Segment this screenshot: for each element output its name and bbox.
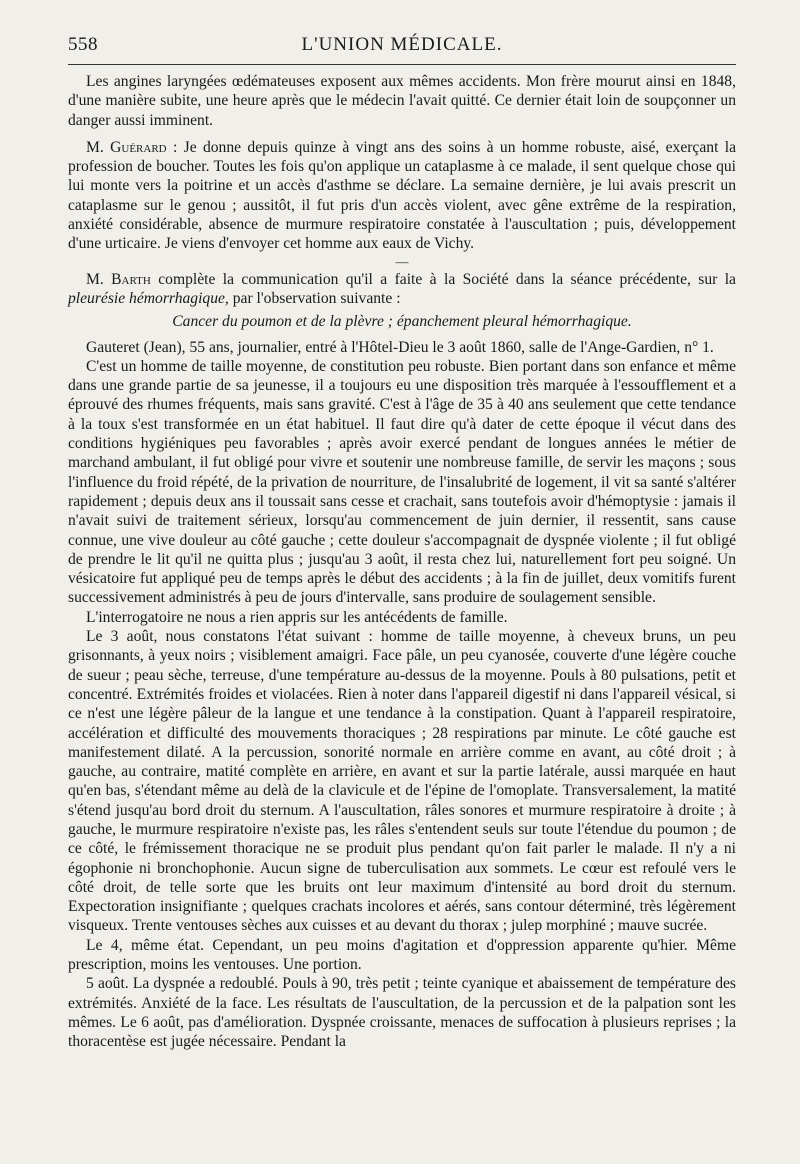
paragraph-examination: Le 3 août, nous constatons l'état suivant : homme de taille moyenne, à cheveux bruns, un peu grisonnants, à yeux noirs ; visiblement amaigri. Face pâle, un peu cyanosée, couverte d'une légère couche de sueur ; peau sèche, terreuse, d'une température au-dessus de la moyenne. Pouls à 80 pulsations, petit et concentré. Extrémités froides et violacées. Rien à noter dans l'appareil digestif ni dans l'appareil vésical, si ce n'est une légère pâleur de la langue et une tendance à la constipation. Quant à l'appareil respiratoire, accélération et difficulté des mouvements thoraciques ; 28 respirations par minute. Le côté gauche est manifestement dilaté. A la percussion, sonorité normale en arrière comme en avant, au côté droit ; à gauche, au contraire, matité complète en arrière, en avant et sur la partie latérale, aussi marquée en haut qu'en bas, s'étendant même au delà de la clavicule et de l'épine de l'omoplate. Transversalement, la matité s'étend jusqu'au bord droit du sternum. A l'auscultation, râles sonores et murmure respiratoire à droite ; à gauche, le murmure respiratoire n'existe pas, les râles s'entendent seuls sur toute l'étendue du poumon ; de ce côté, le frémissement thoracique ne se produit plus pendant qu'on fait parler le malade. Il n'y a ni égophonie ni bronchophonie. Aucun signe de tuberculisation aux sommets. Le cœur est refoulé vers le côté droit, de telle sorte que les bruits ont leur maximum d'intensité au bord droit du sternum. Expectoration insignifiante ; quelques crachats incolores et aérés, sans contour déterminé, très légèrement visqueux. Trente ventouses sèches aux cuisses et au devant du thorax ; julep morphiné ; mauve sucrée. xyxy=(68,628,736,935)
section-separator: — xyxy=(395,253,409,269)
speaker-prefix: M. xyxy=(86,270,112,288)
paragraph-family: L'interrogatoire ne nous a rien appris sur les antécédents de famille. xyxy=(86,608,508,626)
speaker-name: Guérard xyxy=(110,138,167,156)
paragraph-day-5: 5 août. La dyspnée a redoublé. Pouls à 90, très petit ; teinte cyanique et abaissement de température des extrémités. Anxiété de la face. Les résultats de l'auscultation, de la percussion et de la palpation sont les mêmes. Le 6 août, pas d'amélioration. Dyspnée croissante, menaces de suffocation à plusieurs reprises ; la thoracentèse est jugée nécessaire. Pendant la xyxy=(68,975,736,1051)
paragraph-text: : Je donne depuis quinze à vingt ans des soins à un homme robuste, aisé, exerçant la profession de boucher. Toutes les fois qu'on applique un cataplasme à ce malade, il sent quelque chose qui lui monte vers la poitrine et un accès d'asthme se déclare. La semaine dernière, je lui avais prescrit un cataplasme sur le genou ; aussitôt, il fut pris d'un accès violent, avec gêne extrême de la respiration, anxiété considérable, absence de murmure respiratoire constatée à l'auscultation ; puis, développement d'une urticaire. Je viens d'envoyer cet homme aux eaux de Vichy. xyxy=(68,138,736,253)
page-body xyxy=(68,72,736,1052)
page-number: 558 xyxy=(68,34,98,55)
speaker-prefix: M. xyxy=(86,138,111,156)
paragraph-patient-intro: Gauteret (Jean), 55 ans, journalier, entré à l'Hôtel-Dieu le 3 août 1860, salle de l'Ange-Gardien, n° 1. xyxy=(86,338,714,356)
paragraph-text: par l'observation suivante : xyxy=(228,289,401,307)
italic-term: pleurésie hémorrhagique, xyxy=(68,289,229,307)
paragraph-text: complète la communication qu'il a faite à la Société dans la séance précédente, sur la xyxy=(150,270,736,288)
running-title: L'UNION MÉDICALE. xyxy=(301,34,503,55)
speaker-name: Barth xyxy=(111,270,151,288)
case-heading: Cancer du poumon et de la plèvre ; épanchement pleural hémorrhagique. xyxy=(172,313,632,331)
paragraph-history: C'est un homme de taille moyenne, de constitution peu robuste. Bien portant dans son enfance et même dans une grande partie de sa jeunesse, il a toujours eu une disposition très marquée à l'essoufflement et a éprouvé des rhumes fréquents, mais sans gravité. C'est à l'âge de 35 à 40 ans seulement que cette tendance à la toux s'est transformée en un état habituel. Il faut dire qu'à dater de cette époque il vécut dans des conditions hygiéniques peu favorables ; après avoir exercé pendant de longues années le métier de marchand ambulant, il fut obligé pour vivre et soutenir une nombreuse famille, de servir les maçons ; sous l'influence du froid répété, de la privation de nourriture, de l'insalubrité de logement, il vit sa santé s'altérer rapidement ; depuis deux ans il toussait sans cesse et crachait, sans toutefois avoir d'hémoptysie : jamais il n'avait suivi de traitement sérieux, lorsqu'au commencement de juin dernier, il ressentit, sans cause connue, une vive douleur au côté gauche ; cette douleur s'accompagnait de dyspnée violente ; il fut obligé de prendre le lit qu'il ne quitta plus ; jusqu'au 3 août, il resta chez lui, naturellement fort peu soigné. Un vésicatoire fut appliqué peu de temps après le début des accidents ; à la fin de juillet, deux vomitifs furent successivement administrés à peu de jours d'intervalle, sans produire de soulagement sensible. xyxy=(68,357,736,607)
paragraph-angines: Les angines laryngées œdémateuses exposent aux mêmes accidents. Mon frère mourut ainsi en 1848, d'une manière subite, une heure après que le médecin l'avait quitté. Ce dernier était loin de soupçonner un danger aussi imminent. xyxy=(68,73,736,129)
header-rule xyxy=(68,64,736,65)
paragraph-barth xyxy=(68,270,736,309)
paragraph-guerard xyxy=(68,138,736,254)
page-header xyxy=(68,0,736,60)
paragraph-day-4: Le 4, même état. Cependant, un peu moins d'agitation et d'oppression apparente qu'hier. Même prescription, moins les ventouses. Une portion. xyxy=(68,936,736,974)
